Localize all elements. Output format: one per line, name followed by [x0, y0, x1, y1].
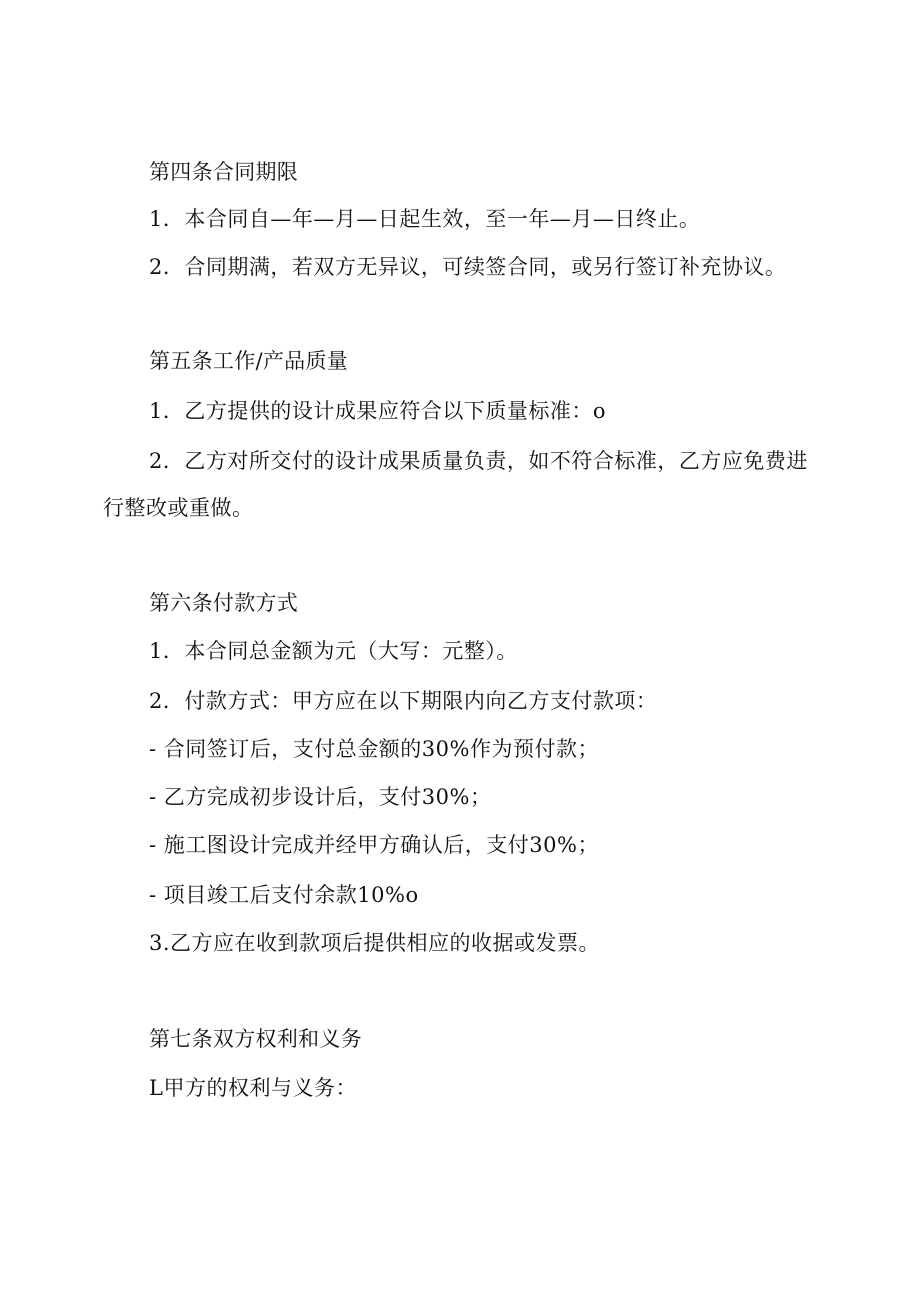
section5-item2-line2: 行整改或重做。 — [103, 496, 254, 520]
section6-bullet-1: - 合同签订后，支付总金额的30%作为预付款； — [149, 737, 599, 761]
section5-heading: 第五条工作/产品质量 — [149, 349, 349, 373]
section6-bullet-2: - 乙方完成初步设计后，支付30%； — [149, 785, 492, 809]
section4-item1: 1．本合同自—年—月—日起生效，至一年—月—日终止。 — [149, 207, 701, 231]
section7-heading: 第七条双方权利和义务 — [149, 1027, 362, 1051]
section6-bullet-3: - 施工图设计完成并经甲方确认后，支付30%； — [149, 833, 599, 857]
section7-item1: L甲方的权利与义务： — [149, 1076, 357, 1100]
section6-item1: 1．本合同总金额为元（大写：元整）。 — [149, 639, 518, 663]
section6-item2: 2．付款方式：甲方应在以下期限内向乙方支付款项： — [149, 689, 658, 713]
section5-item2-line1: 2．乙方对所交付的设计成果质量负责，如不符合标准，乙方应免费进 — [149, 449, 808, 473]
section5-item1: 1．乙方提供的设计成果应符合以下质量标准：o — [149, 399, 607, 423]
section6-heading: 第六条付款方式 — [149, 591, 299, 615]
section4-heading: 第四条合同期限 — [149, 160, 299, 184]
section6-bullet-4: - 项目竣工后支付余款10%o — [149, 883, 419, 907]
section6-item3: 3.乙方应在收到款项后提供相应的收据或发票。 — [149, 931, 601, 955]
section4-item2: 2．合同期满，若双方无异议，可续签合同，或另行签订补充协议。 — [149, 255, 787, 279]
